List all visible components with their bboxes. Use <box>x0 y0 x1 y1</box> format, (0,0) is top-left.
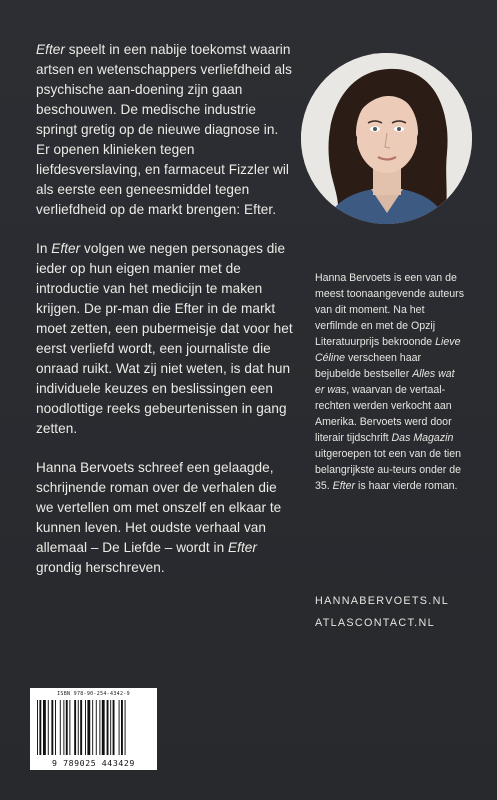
book-title: Efter <box>228 540 257 555</box>
blurb-paragraph-2: In Efter volgen we negen personages die ieder op hun eigen manier met de introductie van het medicijn te maken krijgen. De pr-man die Efter in de markt moet zetten, een pubermeisje dat voor het eerst verliefd wordt, een journaliste die onraad ruikt. Wat zij niet weten, is dat hun individuele keuzes en beslissingen een noodlottige reeks gebeurtenissen in gang zetten. <box>36 241 293 436</box>
barcode-bars <box>37 700 150 755</box>
blurb <box>36 40 294 597</box>
blurb-paragraph-1: Efter speelt in een nabije toekomst waarin artsen en wetenschappers verliefdheid als psychische aan-doening zijn gaan beschouwen. De medische industrie springt gretig op de nieuwe diagnose in. Er openen klinieken tegen liefdesverslaving, en farmaceut Fizzler wil als eerste een geneesmiddel tegen verliefdheid op de markt brengen: Efter. <box>36 42 292 217</box>
book-title: Efter <box>36 42 65 57</box>
blurb-paragraph-3: Hanna Bervoets schreef een gelaagde, schrijnende roman over de verhalen die we vertellen om met onszelf en elkaar te kunnen leven. Het oudste verhaal van allemaal – De Liefde – wordt in Efter grondig herschreven. <box>36 460 282 575</box>
isbn-label: ISBN 978-90-254-4342-9 <box>57 691 130 697</box>
barcode-number: 9 789025 443429 <box>52 758 135 768</box>
publisher-website-link[interactable]: ATLASCONTACT.NL <box>315 617 435 629</box>
book-title: Efter <box>51 241 81 256</box>
author-photo <box>301 53 472 224</box>
author-website-link[interactable]: HANNABERVOETS.NL <box>315 595 449 607</box>
author-bio: Hanna Bervoets is een van de meest toonaangevende auteurs van dit moment. Na het verfilmde en met de Opzij Literatuurprijs bekroonde Lieve Céline verscheen haar bejubelde bestseller Alles wat er was, waarvan de vertaal-rechten werden verkocht aan Amerika. Bervoets werd door literair tijdschrift Das Magazin uitgeroepen tot een van de tien belangrijkste au-teurs onder de 35. Efter is haar vierde roman. <box>315 272 465 492</box>
barcode <box>30 688 157 770</box>
websites <box>315 590 475 634</box>
